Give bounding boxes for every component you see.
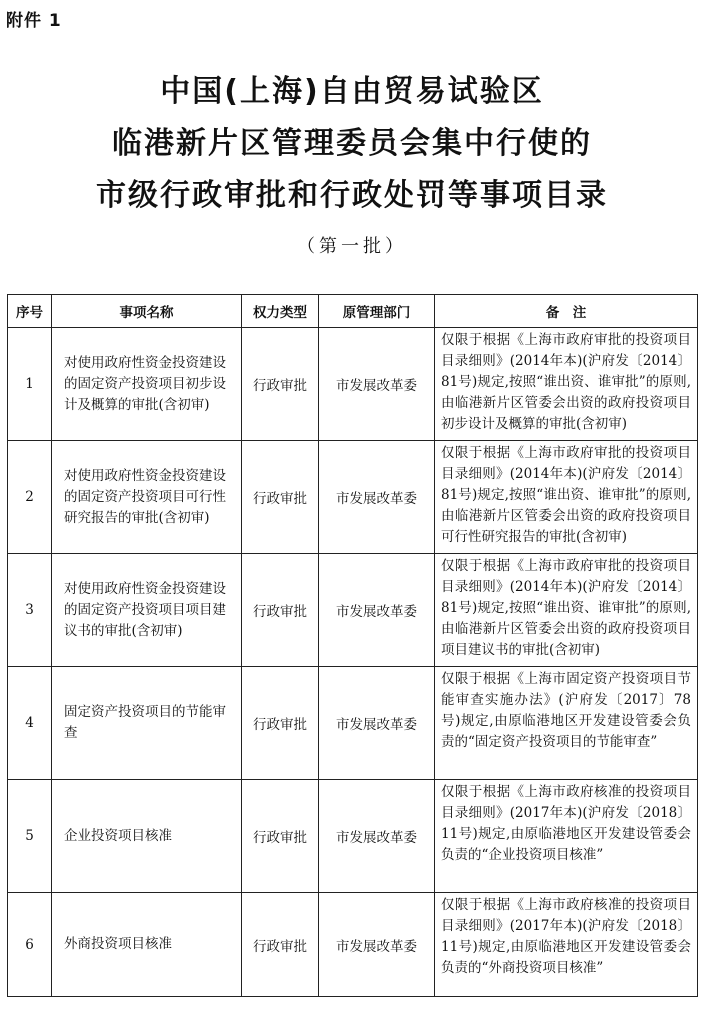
title-line-2: 临港新片区管理委员会集中行使的 bbox=[112, 126, 592, 161]
row-note: 仅限于根据《上海市政府核准的投资项目目录细则》(2017年本)(沪府发〔2018〕11号)规定,由原临港地区开发建设管委会负责的“企业投资项目核准” bbox=[435, 780, 698, 893]
row-power-type: 行政审批 bbox=[242, 893, 319, 997]
table-row bbox=[8, 328, 698, 441]
table-header-row bbox=[8, 295, 698, 328]
row-seq: 2 bbox=[8, 441, 52, 554]
header-seq: 序号 bbox=[8, 295, 52, 328]
table-row bbox=[8, 893, 698, 997]
header-note: 备 注 bbox=[435, 295, 698, 328]
row-note: 仅限于根据《上海市政府审批的投资项目目录细则》(2014年本)(沪府发〔2014〕81号)规定,按照“谁出资、谁审批”的原则,由临港新片区管委会出资的政府投资项目可行性研究报告的审批(含初审) bbox=[435, 441, 698, 554]
row-seq: 6 bbox=[8, 893, 52, 997]
row-note: 仅限于根据《上海市政府审批的投资项目目录细则》(2014年本)(沪府发〔2014〕81号)规定,按照“谁出资、谁审批”的原则,由临港新片区管委会出资的政府投资项目项目建议书的审批(含初审) bbox=[435, 554, 698, 667]
title-line-1: 中国(上海)自由贸易试验区 bbox=[160, 74, 544, 109]
row-note: 仅限于根据《上海市固定资产投资项目节能审查实施办法》(沪府发〔2017〕78号)规定,由原临港地区开发建设管委会负责的“固定资产投资项目的节能审查” bbox=[435, 667, 698, 780]
row-power-type: 行政审批 bbox=[242, 780, 319, 893]
row-seq: 1 bbox=[8, 328, 52, 441]
table-row bbox=[8, 780, 698, 893]
table-row bbox=[8, 554, 698, 667]
row-power-type: 行政审批 bbox=[242, 328, 319, 441]
row-item-name: 企业投资项目核准 bbox=[52, 780, 242, 893]
row-item-name: 对使用政府性资金投资建设的固定资产投资项目项目建议书的审批(含初审) bbox=[52, 554, 242, 667]
row-department: 市发展改革委 bbox=[319, 554, 435, 667]
header-name: 事项名称 bbox=[52, 295, 242, 328]
row-department: 市发展改革委 bbox=[319, 780, 435, 893]
row-seq: 3 bbox=[8, 554, 52, 667]
title-line-3: 市级行政审批和行政处罚等事项目录 bbox=[96, 178, 608, 213]
row-department: 市发展改革委 bbox=[319, 441, 435, 554]
row-item-name: 外商投资项目核准 bbox=[52, 893, 242, 997]
table-row bbox=[8, 441, 698, 554]
row-power-type: 行政审批 bbox=[242, 667, 319, 780]
row-item-name: 对使用政府性资金投资建设的固定资产投资项目初步设计及概算的审批(含初审) bbox=[52, 328, 242, 441]
batch-subtitle: （第一批） bbox=[297, 236, 407, 257]
attachment-label: 附件 1 bbox=[6, 11, 62, 31]
header-type: 权力类型 bbox=[242, 295, 319, 328]
row-seq: 5 bbox=[8, 780, 52, 893]
row-department: 市发展改革委 bbox=[319, 328, 435, 441]
row-department: 市发展改革委 bbox=[319, 893, 435, 997]
document-title bbox=[0, 66, 704, 222]
row-seq: 4 bbox=[8, 667, 52, 780]
row-note: 仅限于根据《上海市政府审批的投资项目目录细则》(2014年本)(沪府发〔2014〕81号)规定,按照“谁出资、谁审批”的原则,由临港新片区管委会出资的政府投资项目初步设计及概算的审批(含初审) bbox=[435, 328, 698, 441]
row-note: 仅限于根据《上海市政府核准的投资项目目录细则》(2017年本)(沪府发〔2018〕11号)规定,由原临港地区开发建设管委会负责的“外商投资项目核准” bbox=[435, 893, 698, 997]
row-item-name: 对使用政府性资金投资建设的固定资产投资项目可行性研究报告的审批(含初审) bbox=[52, 441, 242, 554]
table-row bbox=[8, 667, 698, 780]
header-dept: 原管理部门 bbox=[319, 295, 435, 328]
items-table bbox=[7, 294, 698, 997]
row-power-type: 行政审批 bbox=[242, 554, 319, 667]
row-department: 市发展改革委 bbox=[319, 667, 435, 780]
row-power-type: 行政审批 bbox=[242, 441, 319, 554]
row-item-name: 固定资产投资项目的节能审查 bbox=[52, 667, 242, 780]
